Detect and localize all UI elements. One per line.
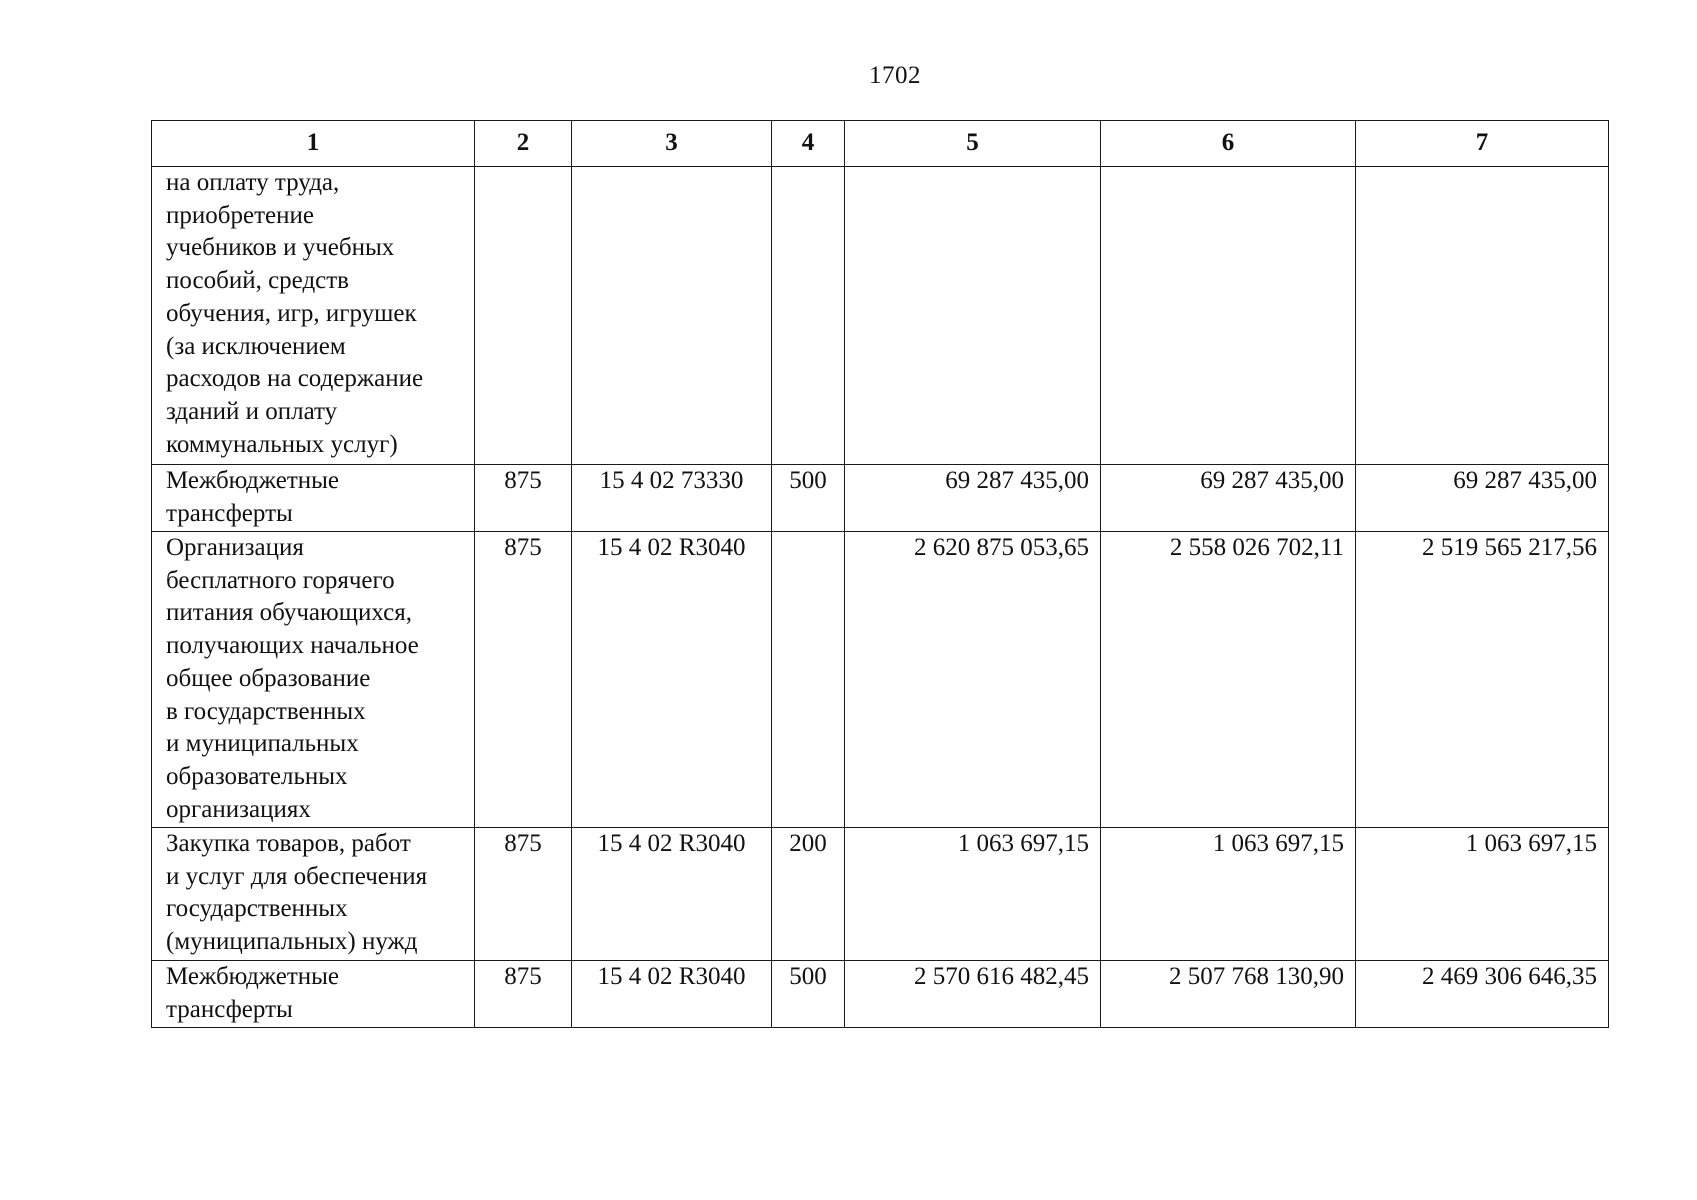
ministry-code-cell: 875 bbox=[475, 828, 572, 961]
header-cell-1: 1 bbox=[152, 121, 475, 167]
expense-type-cell: 500 bbox=[772, 465, 845, 532]
page-number: 1702 bbox=[869, 62, 921, 89]
row-name-cell: Закупка товаров, работ и услуг для обеспечения государственных (муниципальных) нужд bbox=[152, 828, 475, 961]
table-row bbox=[152, 465, 1609, 532]
amount-year2-cell bbox=[1101, 167, 1356, 465]
expense-type-cell: 200 bbox=[772, 828, 845, 961]
ministry-code-cell: 875 bbox=[475, 961, 572, 1028]
amount-year3-cell: 1 063 697,15 bbox=[1356, 828, 1609, 961]
table-row bbox=[152, 961, 1609, 1028]
table-body bbox=[152, 167, 1609, 1028]
header-cell-2: 2 bbox=[475, 121, 572, 167]
header-cell-4: 4 bbox=[772, 121, 845, 167]
ministry-code-cell: 875 bbox=[475, 465, 572, 532]
target-article-cell: 15 4 02 R3040 bbox=[572, 532, 772, 828]
amount-year1-cell: 69 287 435,00 bbox=[845, 465, 1101, 532]
ministry-code-cell: 875 bbox=[475, 532, 572, 828]
header-cell-5: 5 bbox=[845, 121, 1101, 167]
amount-year3-cell: 69 287 435,00 bbox=[1356, 465, 1609, 532]
header-row bbox=[152, 121, 1609, 167]
amount-year1-cell bbox=[845, 167, 1101, 465]
amount-year1-cell: 2 620 875 053,65 bbox=[845, 532, 1101, 828]
amount-year2-cell: 69 287 435,00 bbox=[1101, 465, 1356, 532]
row-name-cell: Межбюджетные трансферты bbox=[152, 961, 475, 1028]
table-row bbox=[152, 828, 1609, 961]
amount-year3-cell: 2 469 306 646,35 bbox=[1356, 961, 1609, 1028]
amount-year2-cell: 1 063 697,15 bbox=[1101, 828, 1356, 961]
amount-year3-cell: 2 519 565 217,56 bbox=[1356, 532, 1609, 828]
expense-type-cell: 500 bbox=[772, 961, 845, 1028]
header-cell-3: 3 bbox=[572, 121, 772, 167]
table-header bbox=[152, 121, 1609, 167]
target-article-cell: 15 4 02 R3040 bbox=[572, 828, 772, 961]
expense-type-cell bbox=[772, 167, 845, 465]
header-cell-6: 6 bbox=[1101, 121, 1356, 167]
ministry-code-cell bbox=[475, 167, 572, 465]
header-cell-7: 7 bbox=[1356, 121, 1609, 167]
amount-year1-cell: 2 570 616 482,45 bbox=[845, 961, 1101, 1028]
target-article-cell: 15 4 02 73330 bbox=[572, 465, 772, 532]
target-article-cell bbox=[572, 167, 772, 465]
table-row bbox=[152, 532, 1609, 828]
row-name-cell: Организация бесплатного горячего питания обучающихся, получающих начальное общее образование в государственных и муниципальных образовательных организациях bbox=[152, 532, 475, 828]
expense-type-cell bbox=[772, 532, 845, 828]
target-article-cell: 15 4 02 R3040 bbox=[572, 961, 772, 1028]
amount-year3-cell bbox=[1356, 167, 1609, 465]
budget-table bbox=[151, 120, 1609, 1028]
row-name-cell: на оплату труда, приобретение учебников и учебных пособий, средств обучения, игр, игрушек (за исключением расходов на содержание зданий и оплату коммунальных услуг) bbox=[152, 167, 475, 465]
amount-year2-cell: 2 507 768 130,90 bbox=[1101, 961, 1356, 1028]
row-name-cell: Межбюджетные трансферты bbox=[152, 465, 475, 532]
amount-year1-cell: 1 063 697,15 bbox=[845, 828, 1101, 961]
amount-year2-cell: 2 558 026 702,11 bbox=[1101, 532, 1356, 828]
table-row bbox=[152, 167, 1609, 465]
